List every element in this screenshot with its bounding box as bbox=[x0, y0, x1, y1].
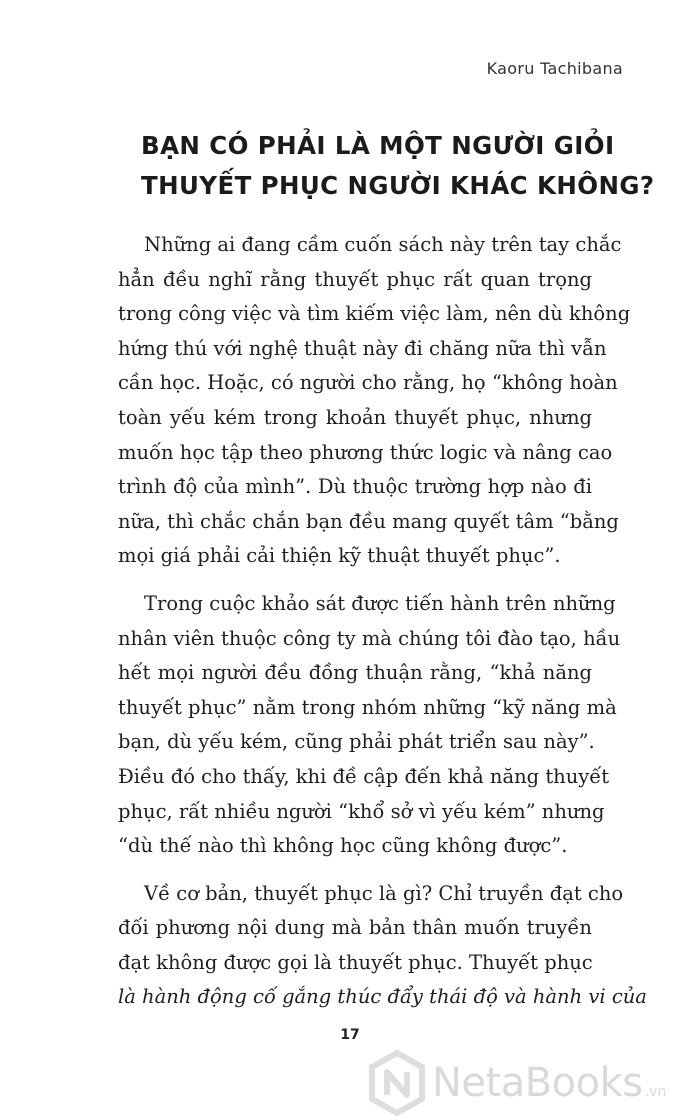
text-line: Những ai đang cầm cuốn sách này trên tay chắc bbox=[144, 233, 622, 256]
body-text bbox=[118, 228, 647, 1028]
paragraph-1 bbox=[118, 228, 631, 574]
watermark-suffix: .vn bbox=[644, 1084, 667, 1100]
text-line: trong công việc và tìm kiếm việc làm, nên dù không bbox=[118, 302, 631, 326]
text-line: phục, rất nhiều người “khổ sở vì yếu kém” nhưng bbox=[118, 799, 605, 823]
text-line-italic: là hành động cố gắng thúc đẩy thái độ và hành vi của bbox=[118, 985, 647, 1009]
text-line: bạn, dù yếu kém, cũng phải phát triển sau này”. bbox=[118, 730, 595, 754]
running-header-author: Kaoru Tachibana bbox=[486, 59, 623, 78]
text-line: nữa, thì chắc chắn bạn đều mang quyết tâm “bằng bbox=[118, 509, 619, 533]
paragraph-3 bbox=[118, 877, 647, 1015]
paragraph-2 bbox=[118, 587, 621, 864]
text-line: thuyết phục” nằm trong nhóm những “kỹ năng mà bbox=[118, 695, 617, 719]
text-line: hứng thú với nghệ thuật này đi chăng nữa thì vẫn bbox=[118, 336, 607, 360]
text-line: toàn yếu kém trong khoản thuyết phục, nhưng bbox=[118, 405, 592, 429]
page-number: 17 bbox=[340, 1027, 360, 1043]
text-line: nhân viên thuộc công ty mà chúng tôi đào tạo, hầu bbox=[118, 626, 621, 650]
hexagon-n-logo-icon bbox=[368, 1050, 426, 1116]
watermark-brand: NetaBooks bbox=[432, 1060, 643, 1106]
chapter-title bbox=[141, 126, 655, 206]
chapter-title-line-1: BẠN CÓ PHẢI LÀ MỘT NGƯỜI GIỎI bbox=[141, 131, 615, 160]
text-line: trình độ của mình”. Dù thuộc trường hợp nào đi bbox=[118, 475, 592, 499]
watermark-text bbox=[432, 1060, 666, 1106]
text-line: đối phương nội dung mà bản thân muốn truyền bbox=[118, 916, 592, 940]
text-line: mọi giá phải cải thiện kỹ thuật thuyết phục”. bbox=[118, 544, 561, 568]
text-line: Điều đó cho thấy, khi đề cập đến khả năng thuyết bbox=[118, 764, 610, 788]
text-line: Về cơ bản, thuyết phục là gì? Chỉ truyền đạt cho bbox=[144, 881, 624, 905]
text-line: “dù thế nào thì không học cũng không được”. bbox=[118, 834, 568, 858]
chapter-title-line-2: THUYẾT PHỤC NGƯỜI KHÁC KHÔNG? bbox=[141, 171, 655, 200]
text-line: muốn học tập theo phương thức logic và nâng cao bbox=[118, 440, 613, 464]
watermark bbox=[368, 1050, 700, 1120]
text-line: hết mọi người đều đồng thuận rằng, “khả năng bbox=[118, 661, 592, 685]
text-line: hẳn đều nghĩ rằng thuyết phục rất quan trọng bbox=[118, 267, 592, 291]
text-line: Trong cuộc khảo sát được tiến hành trên những bbox=[144, 591, 616, 615]
text-line: đạt không được gọi là thuyết phục. Thuyết phục bbox=[118, 950, 593, 974]
text-line: cần học. Hoặc, có người cho rằng, họ “không hoàn bbox=[118, 371, 618, 395]
